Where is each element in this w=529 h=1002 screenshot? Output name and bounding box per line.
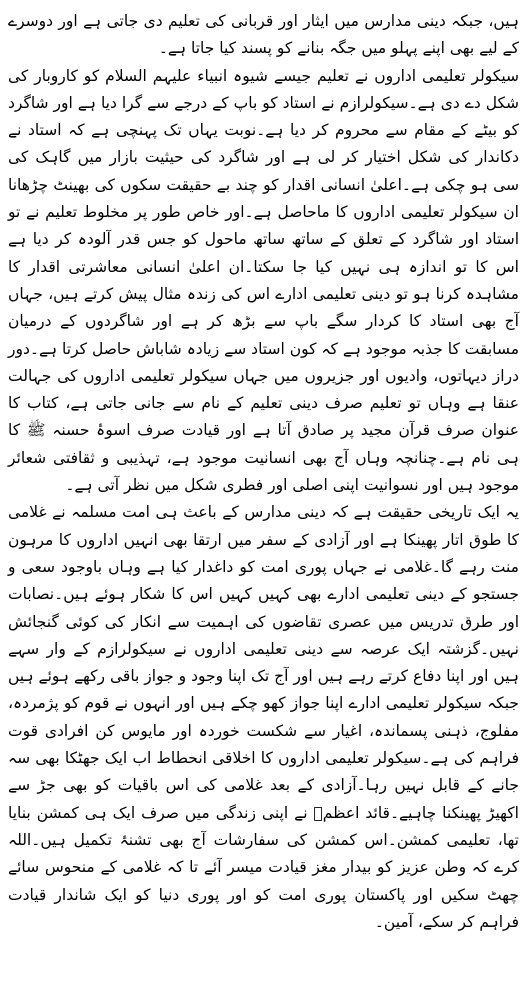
paragraph-secular-education: سیکولر تعلیمی اداروں نے تعلیم جیسے شیوہ انبیاء علیہم السلام کو کاروبار کی شکل دے دی ہے۔سیکولرازم نے استاد کو باپ کے درجے سے گرا دیا ہے اور شاگرد کو بیٹے کے مقام سے محروم کر دیا ہے۔نوبت یہاں تک پہنچی ہے کہ استاد نے دکاندار کی شکل اختیار کر لی ہے اور شاگرد کی حیثیت بازار میں گاہک کی سی ہو چکی ہے۔اعلیٰ انسانی اقدار کو چند بے حقیقت سکوں کی بھینٹ چڑھانا ان سیکولر تعلیمی اداروں کا ماحاصل ہے۔اور خاص طور پر مخلوط تعلیم نے تو استاد اور شاگرد کے تعلق کے ساتھ ساتھ ماحول کو جس قدر آلودہ کر دیا ہے اس کا تو اندازہ ہی نہیں کیا جا سکتا۔ان اعلیٰ انسانی معاشرتی اقدار کا مشاہدہ کرنا ہو تو دینی تعلیمی ادارے اس کی زندہ مثال پیش کرتے ہیں، جہاں آج بھی استاد کا کردار سگے باپ سے بڑھ کر ہے اور شاگردوں کے درمیان مسابقت کا جذبہ موجود ہے کہ کون استاد سے زیادہ شاباش حاصل کرتا ہے۔دور دراز دیہاتوں، وادیوں اور جزیروں میں جہاں سیکولر تعلیمی اداروں کی جہالت عنقا ہے وہاں تو تعلیم صرف دینی تعلیم کے نام سے جانی جاتی ہے، کتاب کا عنوان صرف قرآن مجید پر صادق آتا ہے اور قیادت صرف اسوۂ حسنہ ﷺ کا ہی نام ہے۔چنانچہ وہاں آج بھی انسانیت موجود ہے، تہذیبی و ثقافتی شعائر موجود ہیں اور نسوانیت اپنی اصلی اور فطری شکل میں نظر آتی ہے۔ — [8, 66, 519, 495]
paragraph-intro: ہیں، جبکہ دینی مدارس میں ایثار اور قربانی کی تعلیم دی جاتی ہے اور دوسرے کے لیے بھی اپنے پہلو میں جگہ بنانے کو پسند کیا جاتا ہے۔ — [8, 12, 519, 58]
paragraph-historical-fact: یہ ایک تاریخی حقیقت ہے کہ دینی مدارس کے باعث ہی امت مسلمہ نے غلامی کا طوق اتار پھینکا ہے اور آزادی کے سفر میں ارتقا بھی انہیں اداروں کا مرہون منت رہے گا۔غلامی نے جہاں پوری امت کو داغدار کیا ہے وہاں باوجود سعی و جستجو کے دینی تعلیمی ادارے بھی کہیں کہیں اس کا شکار ہوئے ہیں۔نصابات اور طرق تدریس میں عصری تقاضوں کی اہمیت سے انکار کی کوئی گنجائش نہیں۔گزشتہ ایک عرصہ سے دینی تعلیمی اداروں نے سیکولرازم کے وار سہے ہیں اور اپنا دفاع کرتے رہے ہیں اور آج تک اپنا وجود و جواز باقی رکھے ہوئے ہیں جبکہ سیکولر تعلیمی ادارے اپنا جواز کھو چکے ہیں اور انہوں نے قوم کو پژمردہ، مفلوج، ذہنی پسماندہ، اغیار سے شکست خوردہ اور مایوس کن افرادی قوت فراہم کی ہے۔سیکولر تعلیمی اداروں کا اخلاقی انحطاط اب ایک جھٹکا بھی سہ جانے کے قابل نہیں رہا۔آزادی کے بعد غلامی کی اس باقیات کو بھی جڑ سے اکھیڑ پھینکنا چاہیے۔قائد اعظمؒ نے اپنی زندگی میں صرف ایک ہی کمشن بنایا تھا، تعلیمی کمشن۔اس کمشن کی سفارشات آج بھی تشنۂ تکمیل ہیں۔اللہ کرے کہ وطن عزیز کو بیدار مغز قیادت میسر آئے تا کہ غلامی کے منحوس سائے چھٹ سکیں اور پاکستان پوری امت کو اور پوری دنیا کو ایک شاندار قیادت فراہم کر سکے، آمین۔ — [8, 503, 519, 931]
